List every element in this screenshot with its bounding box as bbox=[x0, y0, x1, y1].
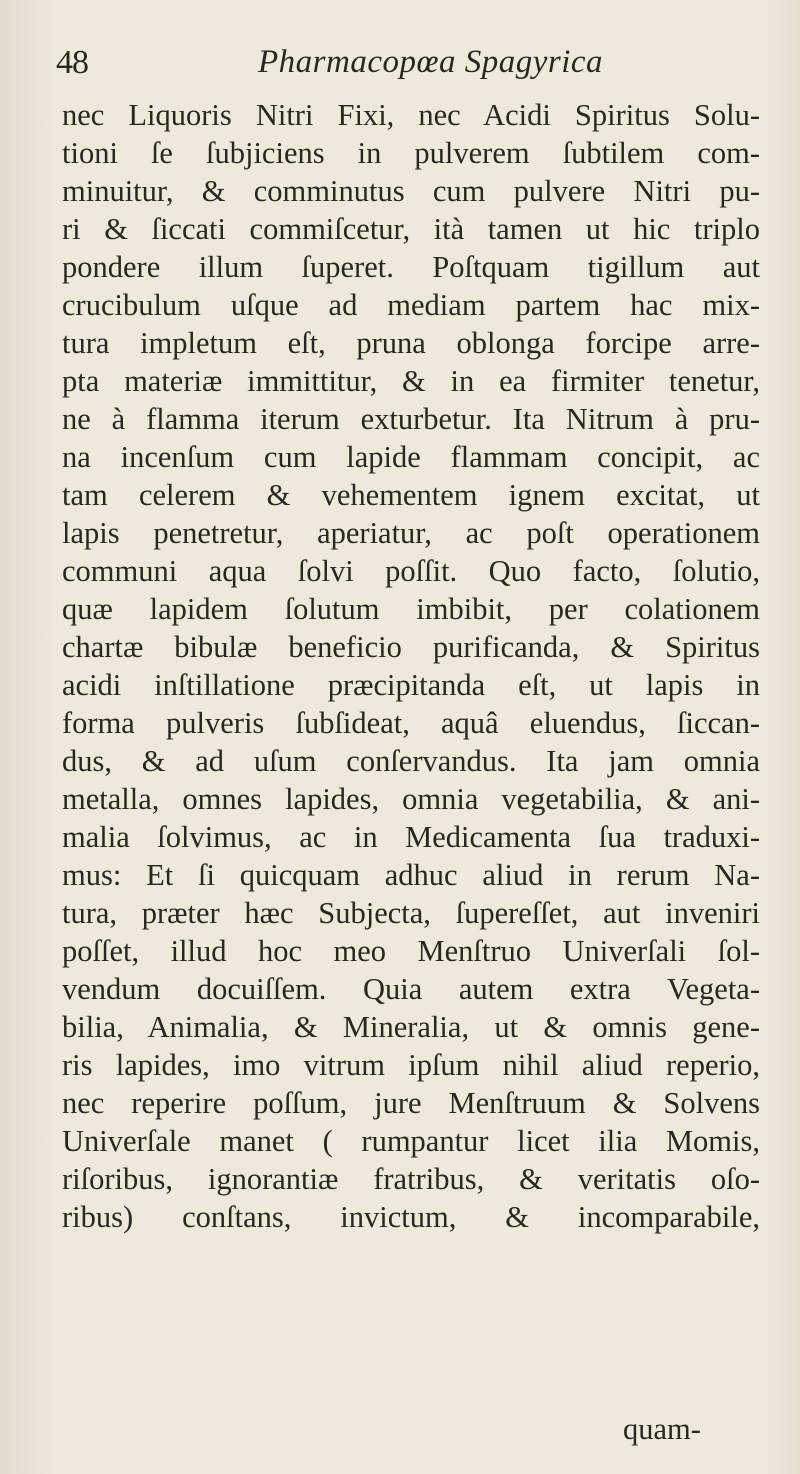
text-line: metalla, omnes lapides, omnia vegetabilia, & ani- bbox=[62, 782, 760, 816]
text-line: ne à flamma iterum exturbetur. Ita Nitrum à pru- bbox=[62, 402, 760, 436]
text-line: quæ lapidem ſolutum imbibit, per colationem bbox=[62, 592, 760, 626]
page-number: 48 bbox=[56, 44, 88, 81]
text-line: communi aqua ſolvi poſſit. Quo facto, ſolutio, bbox=[62, 554, 760, 588]
text-line: ribus) conſtans, invictum, & incomparabile, bbox=[62, 1200, 760, 1234]
text-line: malia ſolvimus, ac in Medicamenta ſua traduxi- bbox=[62, 820, 760, 854]
page-header bbox=[52, 40, 752, 90]
text-line: acidi inſtillatione præcipitanda eſt, ut lapis in bbox=[62, 668, 760, 702]
text-line: Univerſale manet ( rumpantur licet ilia Momis, bbox=[62, 1124, 760, 1158]
text-line: lapis penetretur, aperiatur, ac poſt operationem bbox=[62, 516, 760, 550]
text-line: tioni ſe ſubjiciens in pulverem ſubtilem com- bbox=[62, 136, 760, 170]
text-line: vendum docuiſſem. Quia autem extra Vegeta- bbox=[62, 972, 760, 1006]
text-line: chartæ bibulæ beneficio purificanda, & Spiritus bbox=[62, 630, 760, 664]
text-line: forma pulveris ſubſideat, aquâ eluendus, ſiccan- bbox=[62, 706, 760, 740]
text-line: nec Liquoris Nitri Fixi, nec Acidi Spiritus Solu- bbox=[62, 98, 760, 132]
text-line: pta materiæ immittitur, & in ea firmiter tenetur, bbox=[62, 364, 760, 398]
text-line: dus, & ad uſum conſervandus. Ita jam omnia bbox=[62, 744, 760, 778]
text-line: ris lapides, imo vitrum ipſum nihil aliud reperio, bbox=[62, 1048, 760, 1082]
text-line: tura impletum eſt, pruna oblonga forcipe arre- bbox=[62, 326, 760, 360]
catchword: quam- bbox=[623, 1412, 701, 1446]
text-line: tura, præter hæc Subjecta, ſupereſſet, aut inveniri bbox=[62, 896, 760, 930]
running-title: Pharmacopœa Spagyrica bbox=[258, 44, 604, 80]
text-line: ri & ſiccati commiſcetur, ità tamen ut hic triplo bbox=[62, 212, 760, 246]
text-line: minuitur, & comminutus cum pulvere Nitri pu- bbox=[62, 174, 760, 208]
text-line: mus: Et ſi quicquam adhuc aliud in rerum Na- bbox=[62, 858, 760, 892]
text-line: bilia, Animalia, & Mineralia, ut & omnis gene- bbox=[62, 1010, 760, 1044]
text-line: crucibulum uſque ad mediam partem hac mix- bbox=[62, 288, 760, 322]
text-line: tam celerem & vehementem ignem excitat, ut bbox=[62, 478, 760, 512]
text-line: poſſet, illud hoc meo Menſtruo Univerſali ſol- bbox=[62, 934, 760, 968]
text-line: riſoribus, ignorantiæ fratribus, & veritatis oſo- bbox=[62, 1162, 760, 1196]
body-text bbox=[62, 96, 762, 1236]
text-line: nec reperire poſſum, jure Menſtruum & Solvens bbox=[62, 1086, 760, 1120]
text-line: na incenſum cum lapide flammam concipit, ac bbox=[62, 440, 760, 474]
text-line: pondere illum ſuperet. Poſtquam tigillum aut bbox=[62, 250, 760, 284]
